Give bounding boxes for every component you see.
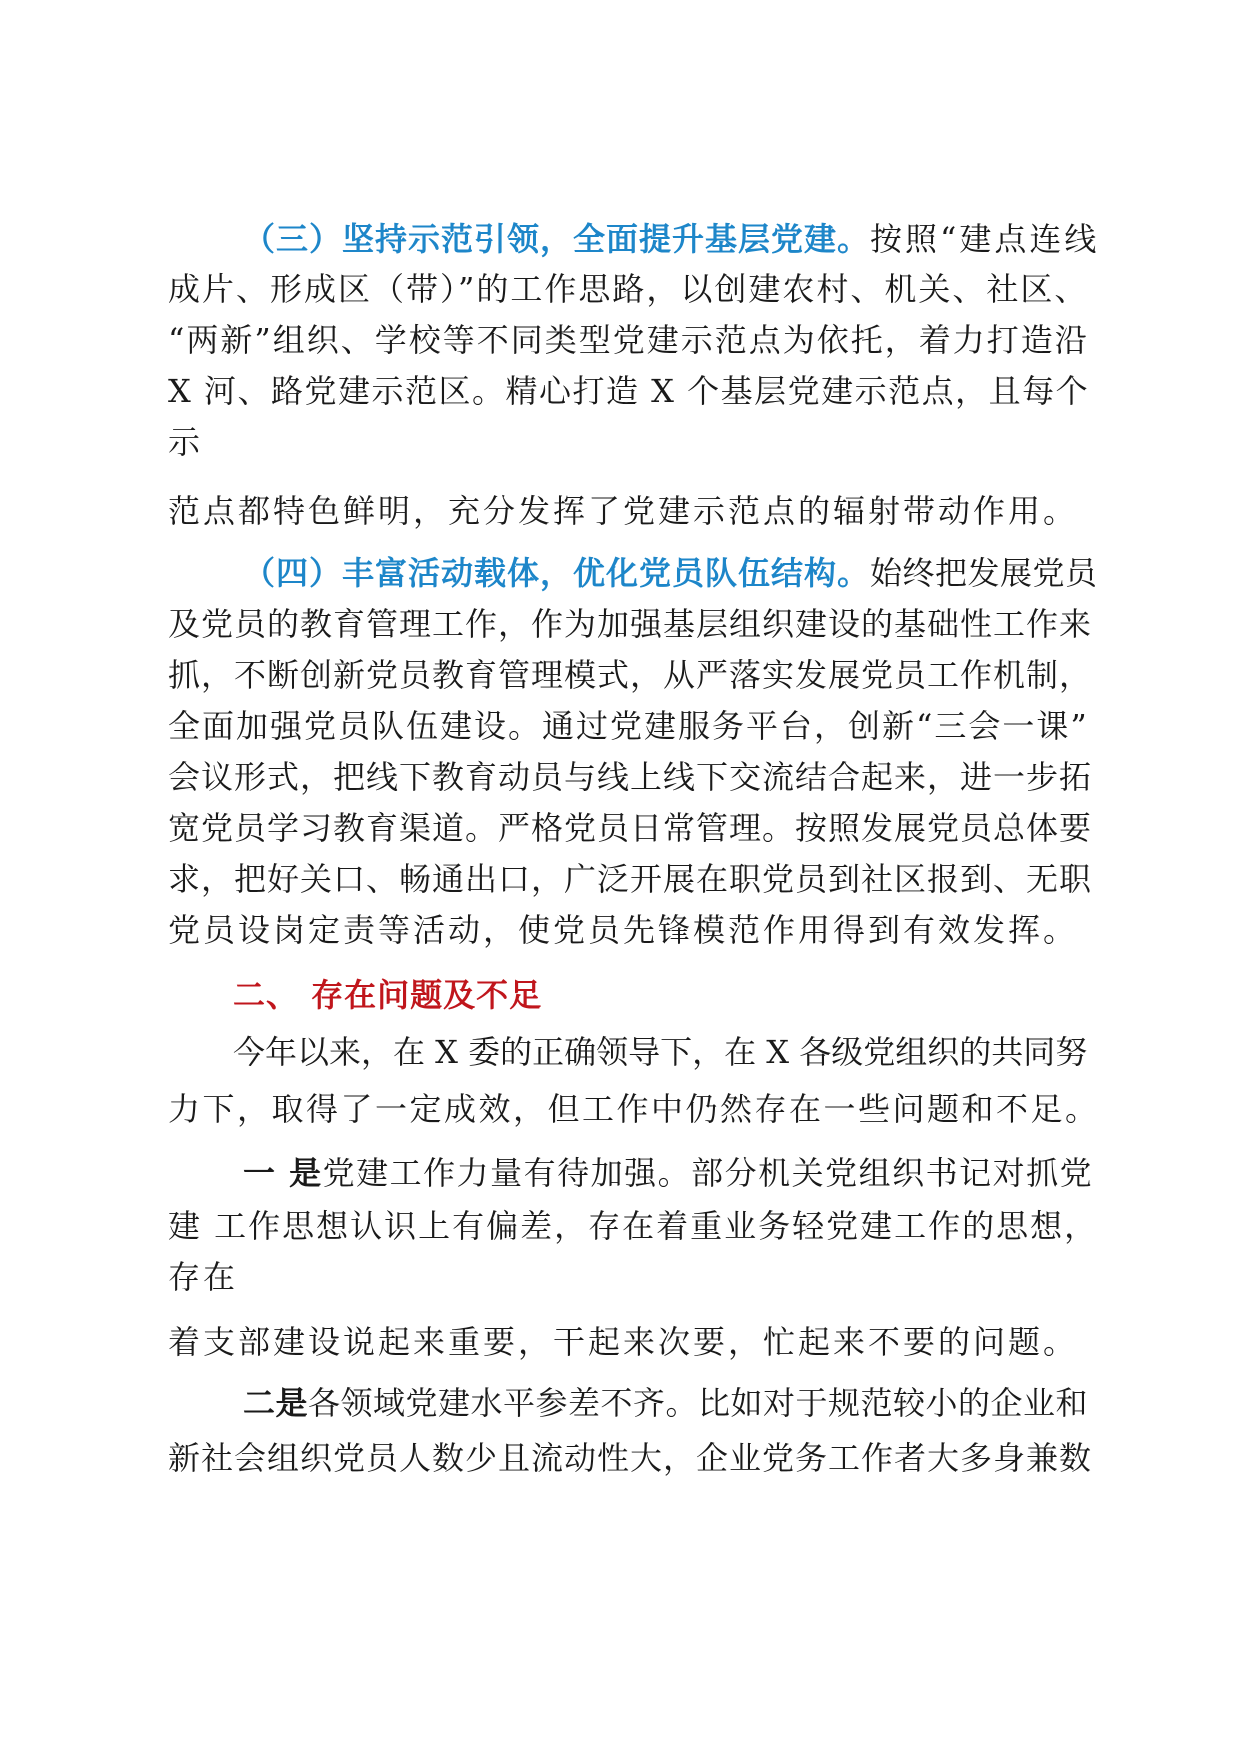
paragraph-line: 范点都特色鲜明，充分发挥了党建示范点的辐射带动作用。: [168, 492, 1079, 530]
section-heading: （四）丰富活动载体，优化党员队伍结构。: [243, 554, 871, 592]
part-heading: 二、 存在问题及不足: [233, 976, 543, 1014]
section-heading: （三）坚持示范引领，全面提升基层党建。: [243, 220, 871, 258]
paragraph-text: 党建工作力量有待加强。部分机关党组织书记对抓党: [322, 1154, 1094, 1192]
paragraph-line: 示: [168, 423, 204, 461]
paragraph-line: 宽党员学习教育渠道。严格党员日常管理。按照发展党员总体要: [168, 809, 1093, 847]
paragraph-line: [243, 1383, 1088, 1423]
paragraph-text: 按照“建点连线: [870, 220, 1100, 258]
paragraph-line: 新社会组织党员人数少且流动性大，企业党务工作者大多身兼数: [168, 1439, 1093, 1477]
paragraph-line: 抓，不断创新党员教育管理模式，从严落实发展党员工作机制，: [168, 656, 1093, 694]
paragraph-line: 会议形式，把线下教育动员与线上线下交流结合起来，进一步拓: [168, 758, 1093, 796]
paragraph-line: X 河、路党建示范区。精心打造 X 个基层党建示范点，且每个: [168, 372, 1090, 410]
paragraph-line: 及党员的教育管理工作，作为加强基层组织建设的基础性工作来: [168, 605, 1093, 643]
paragraph-line: 全面加强党员队伍建设。通过党建服务平台，创新“三会一课”: [168, 707, 1089, 745]
paragraph-line: 党员设岗定责等活动，使党员先锋模范作用得到有效发挥。: [168, 911, 1079, 949]
paragraph-line: 力下，取得了一定成效，但工作中仍然存在一些问题和不足。: [168, 1090, 1100, 1128]
paragraph-text: 始终把发展党员: [870, 554, 1098, 592]
paragraph-line: 成片、形成区（带）”的工作思路，以创建农村、机关、社区、: [168, 270, 1089, 308]
paragraph-line: 着支部建设说起来重要，干起来次要，忙起来不要的问题。: [168, 1323, 1079, 1361]
paragraph-line: [243, 553, 1098, 593]
paragraph-line: “两新”组织、学校等不同类型党建示范点为依托，着力打造沿: [168, 321, 1089, 359]
item-lead: 一 是: [243, 1154, 323, 1192]
item-lead: 二是: [243, 1384, 309, 1422]
paragraph-line: 存在: [168, 1258, 239, 1296]
paragraph-line: 求，把好关口、畅通出口，广泛开展在职党员到社区报到、无职: [168, 860, 1093, 898]
paragraph-line: 建 工作思想认识上有偏差，存在着重业务轻党建工作的思想，: [168, 1207, 1099, 1245]
paragraph-line: [243, 219, 1099, 259]
paragraph-text: 各领域党建水平参差不齐。比如对于规范较小的企业和: [308, 1384, 1089, 1422]
paragraph-line: [243, 1153, 1093, 1193]
paragraph-line: 今年以来，在 X 委的正确领导下，在 X 各级党组织的共同努: [233, 1033, 1088, 1071]
